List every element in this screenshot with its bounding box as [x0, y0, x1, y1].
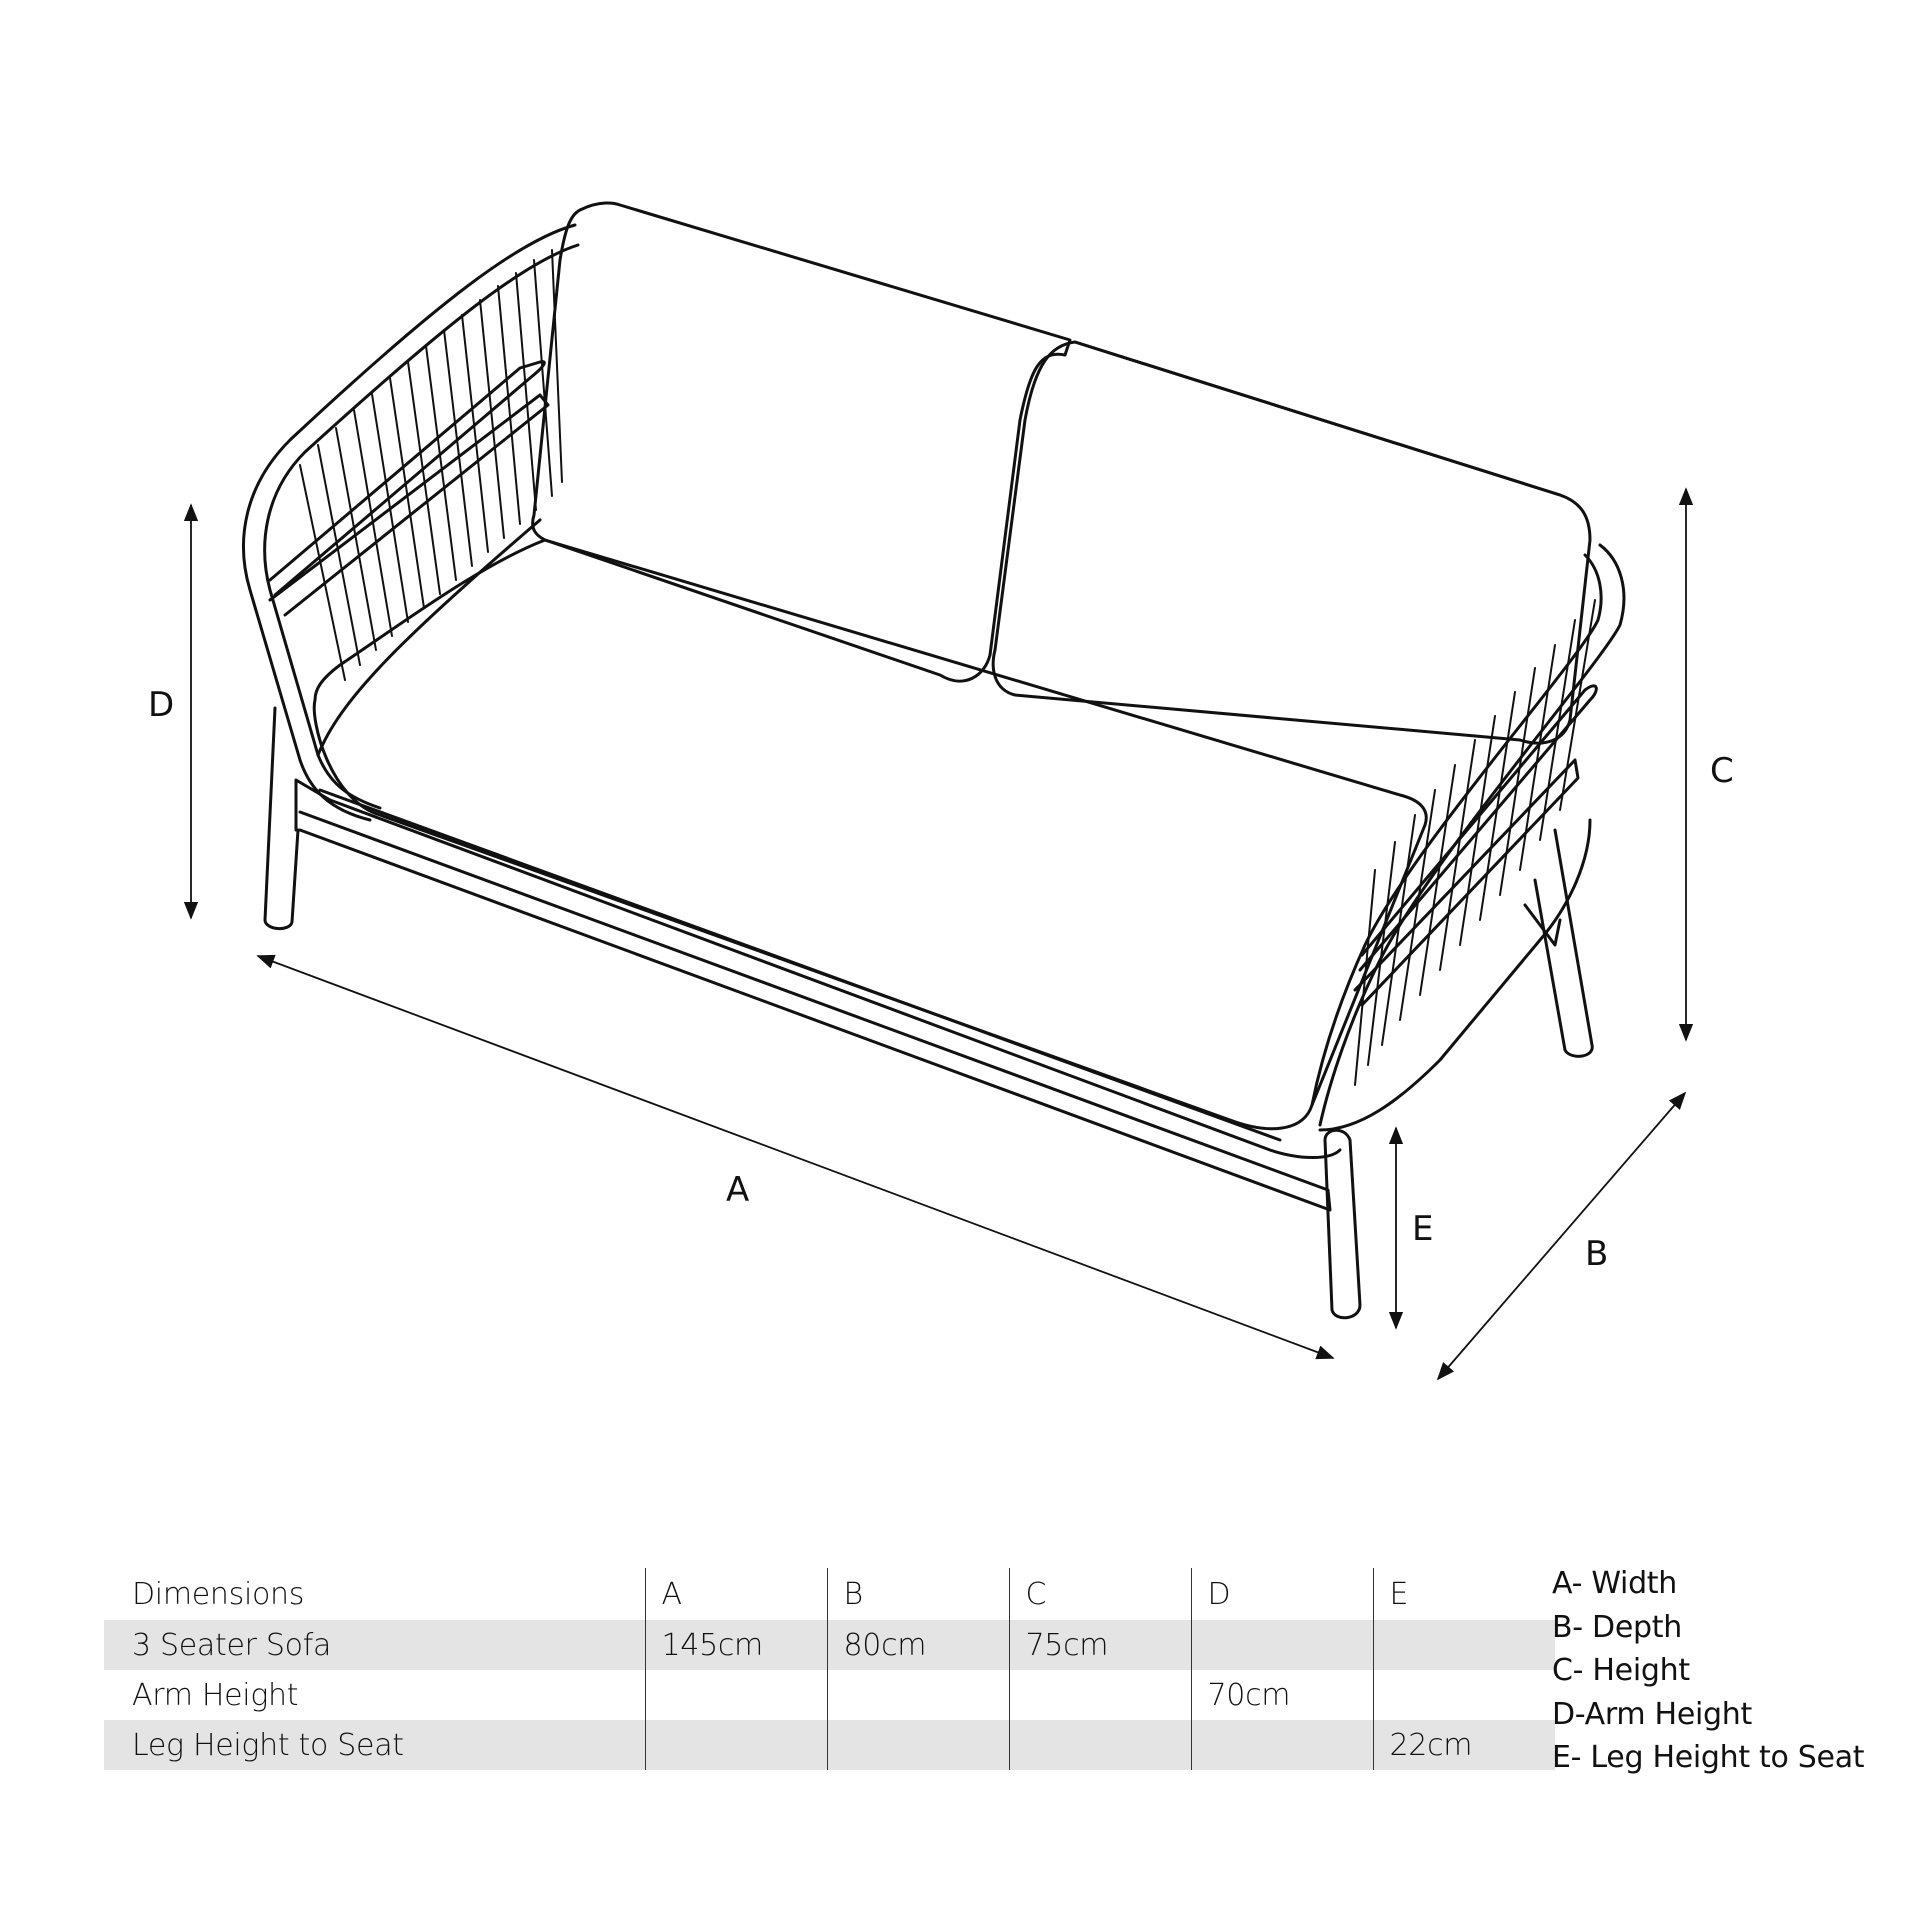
table-cell — [1373, 1620, 1555, 1670]
table-header-cell: D — [1191, 1568, 1373, 1620]
dimension-d-label: D — [148, 685, 175, 725]
table-cell: 70cm — [1191, 1670, 1373, 1720]
legend-item: C- Height — [1552, 1653, 1690, 1688]
dimension-legend — [1552, 1562, 1864, 1780]
table-header-cell: Dimensions — [132, 1576, 305, 1612]
table-cell: 75cm — [1009, 1620, 1191, 1670]
dimension-b-arrow — [1438, 1093, 1685, 1379]
table-cell — [827, 1670, 1009, 1720]
table-cell — [645, 1720, 827, 1770]
table-header-cell: E — [1373, 1568, 1555, 1620]
table-row — [104, 1620, 1555, 1670]
table-header-row — [104, 1568, 1555, 1620]
table-header-cell: C — [1009, 1568, 1191, 1620]
table-header-cell: B — [827, 1568, 1009, 1620]
table-cell — [1191, 1620, 1373, 1670]
dimension-e-label: E — [1412, 1209, 1434, 1249]
dimension-a-arrow — [258, 956, 1333, 1358]
row-label: 3 Seater Sofa — [104, 1620, 645, 1670]
table-header-cell: A — [645, 1568, 827, 1620]
table-cell — [1373, 1670, 1555, 1720]
table-cell — [827, 1720, 1009, 1770]
dimensions-table — [104, 1568, 1555, 1770]
table-row — [104, 1670, 1555, 1720]
table-cell — [1009, 1670, 1191, 1720]
table-cell: 22cm — [1373, 1720, 1555, 1770]
sofa-drawing — [243, 203, 1623, 1318]
table-cell — [1009, 1720, 1191, 1770]
dimension-c-label: C — [1710, 751, 1734, 791]
row-label: Leg Height to Seat — [104, 1720, 645, 1770]
table-cell — [1191, 1720, 1373, 1770]
legend-item: A- Width — [1552, 1566, 1677, 1601]
row-label: Arm Height — [132, 1677, 299, 1713]
table-cell — [645, 1670, 827, 1720]
dimension-b-label: B — [1585, 1234, 1609, 1274]
legend-item: B- Depth — [1552, 1609, 1682, 1645]
legend-item: E- Leg Height to Seat — [1552, 1740, 1865, 1775]
table-cell: 80cm — [827, 1620, 1009, 1670]
dimension-a-label: A — [726, 1170, 750, 1210]
table-cell: 145cm — [645, 1620, 827, 1670]
table-row — [104, 1720, 1555, 1770]
legend-item: D-Arm Height — [1552, 1696, 1752, 1732]
